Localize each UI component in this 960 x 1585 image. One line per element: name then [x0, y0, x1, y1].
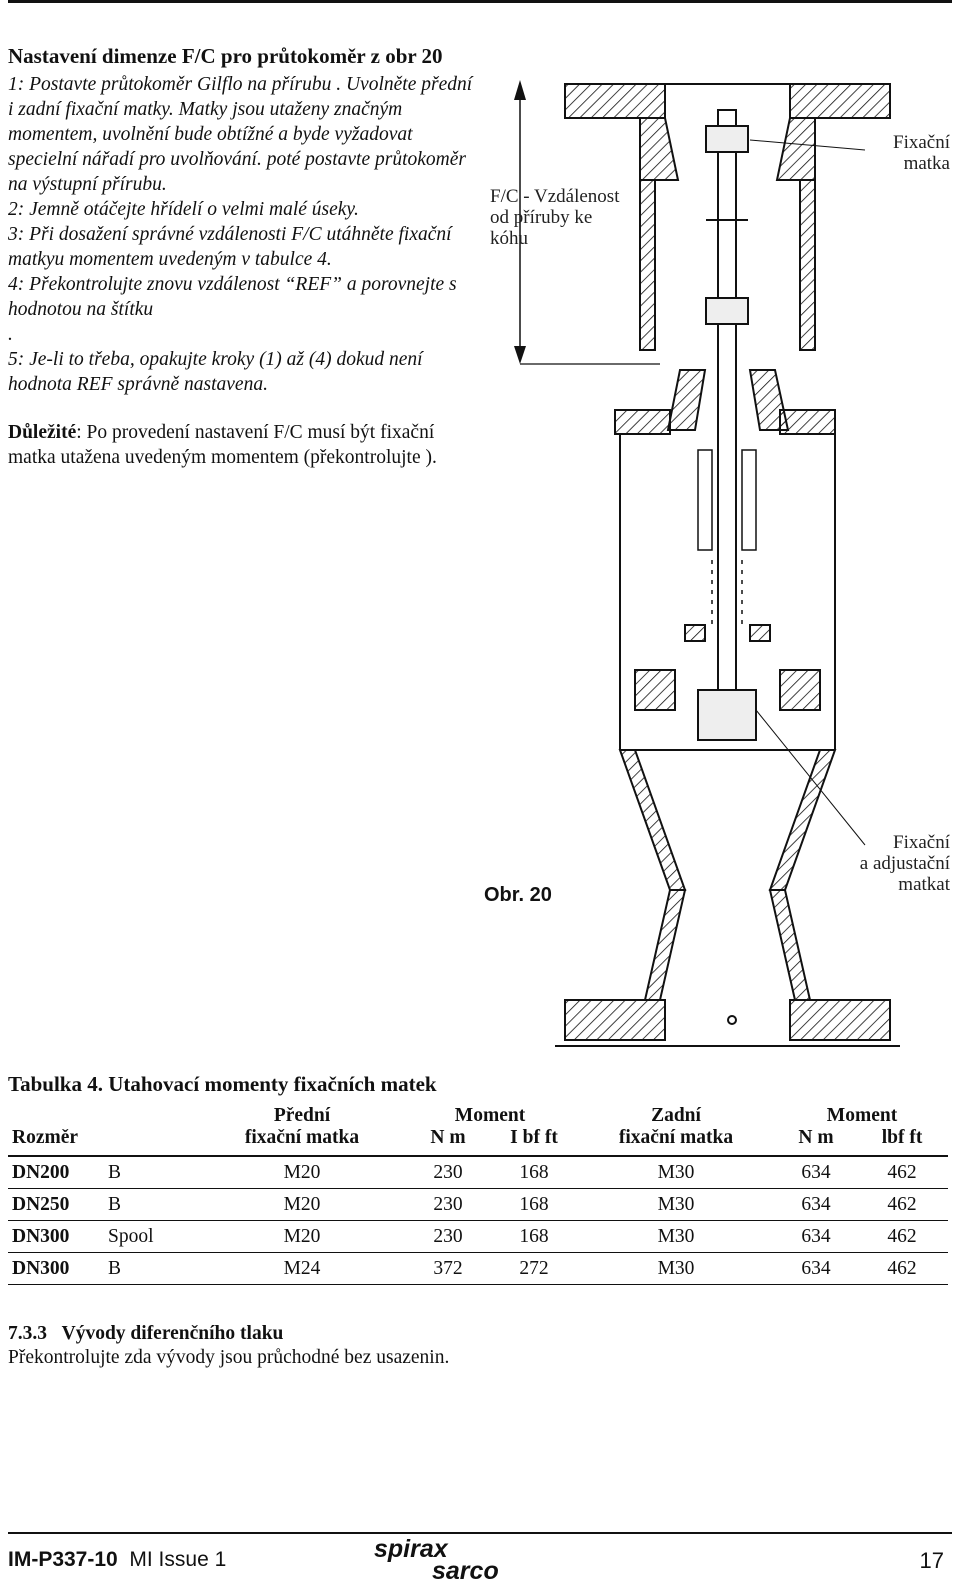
- cell-rear-nut: M30: [576, 1253, 776, 1285]
- step-3: 3: Při dosažení správné vzdálenosti F/C utáhněte fixační matkyu momentem uvedeným v tabulce 4.: [8, 224, 452, 270]
- step-4-continuation: .: [8, 324, 13, 345]
- table-row: [8, 1189, 948, 1221]
- cell-front-nut: M20: [200, 1156, 404, 1189]
- figure-caption: Obr. 20: [484, 884, 552, 906]
- issue-text: MI Issue 1: [129, 1548, 227, 1571]
- logo-word-1: spirax: [374, 1535, 448, 1563]
- cell-type: B: [104, 1189, 200, 1221]
- cell-front-nm: 372: [404, 1253, 492, 1285]
- adjusting-nut-label-line3: matkat: [898, 874, 950, 895]
- adjusting-nut-label-line2: a adjustační: [859, 853, 950, 874]
- important-text: : Po provedení nastavení F/C musí být fixační matka utažena uvedeným momentem (překontrolujte ).: [8, 422, 437, 468]
- section-title: Vývody diferenčního tlaku: [61, 1323, 284, 1344]
- header-rear-nut-2: fixační matka: [576, 1127, 776, 1156]
- cell-type: B: [104, 1156, 200, 1189]
- header-empty: [104, 1105, 200, 1127]
- table-caption: Tabulka 4. Utahovací momenty fixačních matek: [8, 1072, 437, 1096]
- body-lower: [620, 750, 835, 1000]
- table-row: [8, 1253, 948, 1285]
- table-header-row-1: [8, 1105, 948, 1127]
- header-front-moment: Moment: [454, 1105, 526, 1126]
- torque-table: [8, 1105, 948, 1285]
- important-label: Důležité: [8, 422, 77, 443]
- leader-adjusting-nut: [756, 710, 865, 845]
- section-number: 7.3.3: [8, 1323, 47, 1344]
- section-body: Překontrolujte zda vývody jsou průchodné bez usazenin.: [8, 1347, 450, 1368]
- adjusting-nut-label-line1: Fixační: [893, 832, 950, 853]
- cell-size: DN300: [8, 1221, 104, 1253]
- top-rule: [8, 0, 952, 3]
- header-rear-nut: Zadní: [651, 1105, 701, 1126]
- cell-size: DN300: [8, 1253, 104, 1285]
- fc-label-line2: od příruby ke: [490, 207, 593, 228]
- shaft: [698, 110, 756, 740]
- step-1: 1: Postavte průtokoměr Gilflo na přírubu . Uvolněte přední i zadní fixační matky. Matky jsou utaženy značným momentem, uvolnění bude obtížné a byde vyžadovat specielní nářadí pro uvolňování. poté postavte průtokoměr na výstupní přírubu.: [8, 74, 473, 195]
- cell-front-nut: M20: [200, 1221, 404, 1253]
- cell-type: Spool: [104, 1221, 200, 1253]
- header-rear-lbf: lbf ft: [856, 1127, 948, 1156]
- cell-rear-lbf: 462: [856, 1156, 948, 1189]
- table-row: [8, 1156, 948, 1189]
- important-note: [8, 420, 478, 470]
- footer-doc-code: [8, 1548, 226, 1572]
- cell-front-nm: 230: [404, 1221, 492, 1253]
- logo-word-2: sarco: [432, 1557, 499, 1585]
- fixing-nut-label-line2: matka: [903, 153, 950, 174]
- cell-front-nm: 230: [404, 1156, 492, 1189]
- cell-rear-nut: M30: [576, 1189, 776, 1221]
- figure-20: [480, 70, 960, 1060]
- header-rear-nm: N m: [776, 1127, 856, 1156]
- header-size: Rozměr: [8, 1127, 200, 1156]
- cell-front-lbf: 168: [492, 1156, 576, 1189]
- cell-rear-lbf: 462: [856, 1253, 948, 1285]
- header-rear-moment: Moment: [826, 1105, 898, 1126]
- instruction-steps: [8, 72, 478, 397]
- page-number: 17: [919, 1548, 944, 1573]
- header-front-lbf: I bf ft: [492, 1127, 576, 1156]
- cell-type: B: [104, 1253, 200, 1285]
- cell-rear-nm: 634: [776, 1253, 856, 1285]
- header-front-nut-2: fixační matka: [200, 1127, 404, 1156]
- cell-front-nut: M24: [200, 1253, 404, 1285]
- spirax-sarco-logo: [374, 1535, 499, 1585]
- doc-code: IM-P337-10: [8, 1548, 118, 1571]
- cell-size: DN200: [8, 1156, 104, 1189]
- header-empty: [8, 1105, 104, 1127]
- step-5: 5: Je-li to třeba, opakujte kroky (1) až (4) dokud není hodnota REF správně nastavena.: [8, 349, 423, 395]
- step-4: 4: Překontrolujte znovu vzdálenost “REF” a porovnejte s hodnotou na štítku: [8, 274, 457, 320]
- cell-rear-nut: M30: [576, 1156, 776, 1189]
- header-front-nut: Přední: [273, 1105, 331, 1126]
- cell-rear-nm: 634: [776, 1189, 856, 1221]
- fc-label-line1: F/C - Vzdálenost: [490, 186, 620, 207]
- cell-front-nm: 230: [404, 1189, 492, 1221]
- section-7-3-3: [8, 1322, 449, 1370]
- cell-rear-nut: M30: [576, 1221, 776, 1253]
- bottom-flange: [555, 1000, 900, 1046]
- cell-size: DN250: [8, 1189, 104, 1221]
- footer-rule: [8, 1532, 952, 1534]
- cell-rear-lbf: 462: [856, 1189, 948, 1221]
- cell-rear-nm: 634: [776, 1221, 856, 1253]
- step-2: 2: Jemně otáčejte hřídelí o velmi malé úseky.: [8, 199, 359, 220]
- cell-rear-nm: 634: [776, 1156, 856, 1189]
- fixing-nut-label-line1: Fixační: [893, 132, 950, 153]
- table-row: [8, 1221, 948, 1253]
- cell-front-nut: M20: [200, 1189, 404, 1221]
- cell-rear-lbf: 462: [856, 1221, 948, 1253]
- section-heading: Nastavení dimenze F/C pro průtokoměr z obr 20: [8, 44, 443, 68]
- header-front-nm: N m: [404, 1127, 492, 1156]
- cell-front-lbf: 272: [492, 1253, 576, 1285]
- table-header-row-2: [8, 1127, 948, 1156]
- cell-front-lbf: 168: [492, 1221, 576, 1253]
- cell-front-lbf: 168: [492, 1189, 576, 1221]
- fc-label-line3: kóhu: [490, 228, 528, 249]
